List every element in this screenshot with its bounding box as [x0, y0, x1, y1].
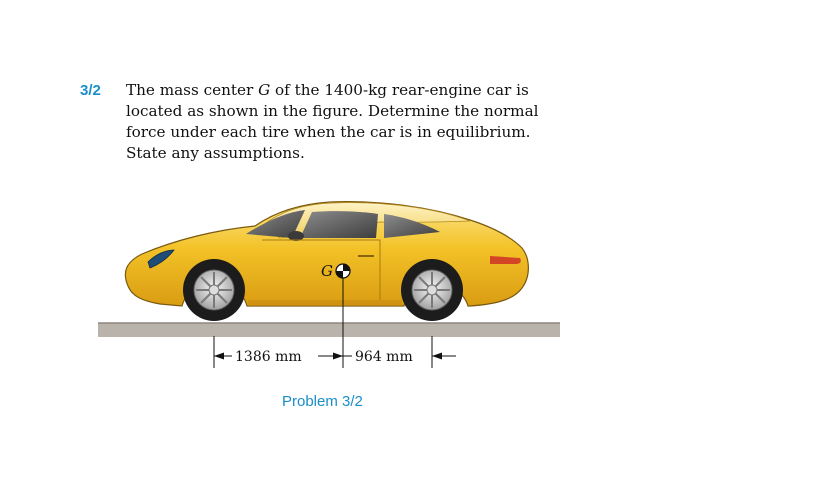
car-side-window — [300, 211, 378, 238]
problem-line-2: located as shown in the figure. Determine the normal — [126, 102, 539, 120]
dim-label-1386: 1386 mm — [235, 349, 302, 365]
mass-center-symbol: G — [258, 81, 271, 99]
dim-label-964: 964 mm — [355, 349, 413, 365]
mass-center-label: G — [321, 262, 333, 280]
front-wheel — [183, 259, 245, 321]
rear-wheel — [401, 259, 463, 321]
arrow-left-start — [214, 353, 224, 360]
figure-caption: Problem 3/2 — [282, 393, 363, 410]
car-rocker — [248, 300, 402, 306]
ground-surface — [98, 323, 560, 337]
mass-center-marker — [336, 264, 350, 278]
problem-line-3: force under each tire when the car is in equilibrium. — [126, 123, 531, 141]
problem-line-1: The mass center G of the 1400-kg rear-engine car is — [126, 81, 529, 99]
arrow-left-end — [333, 353, 343, 360]
problem-number: 3/2 — [80, 82, 101, 99]
arrow-right-end — [432, 353, 442, 360]
problem-line-4: State any assumptions. — [126, 144, 305, 162]
